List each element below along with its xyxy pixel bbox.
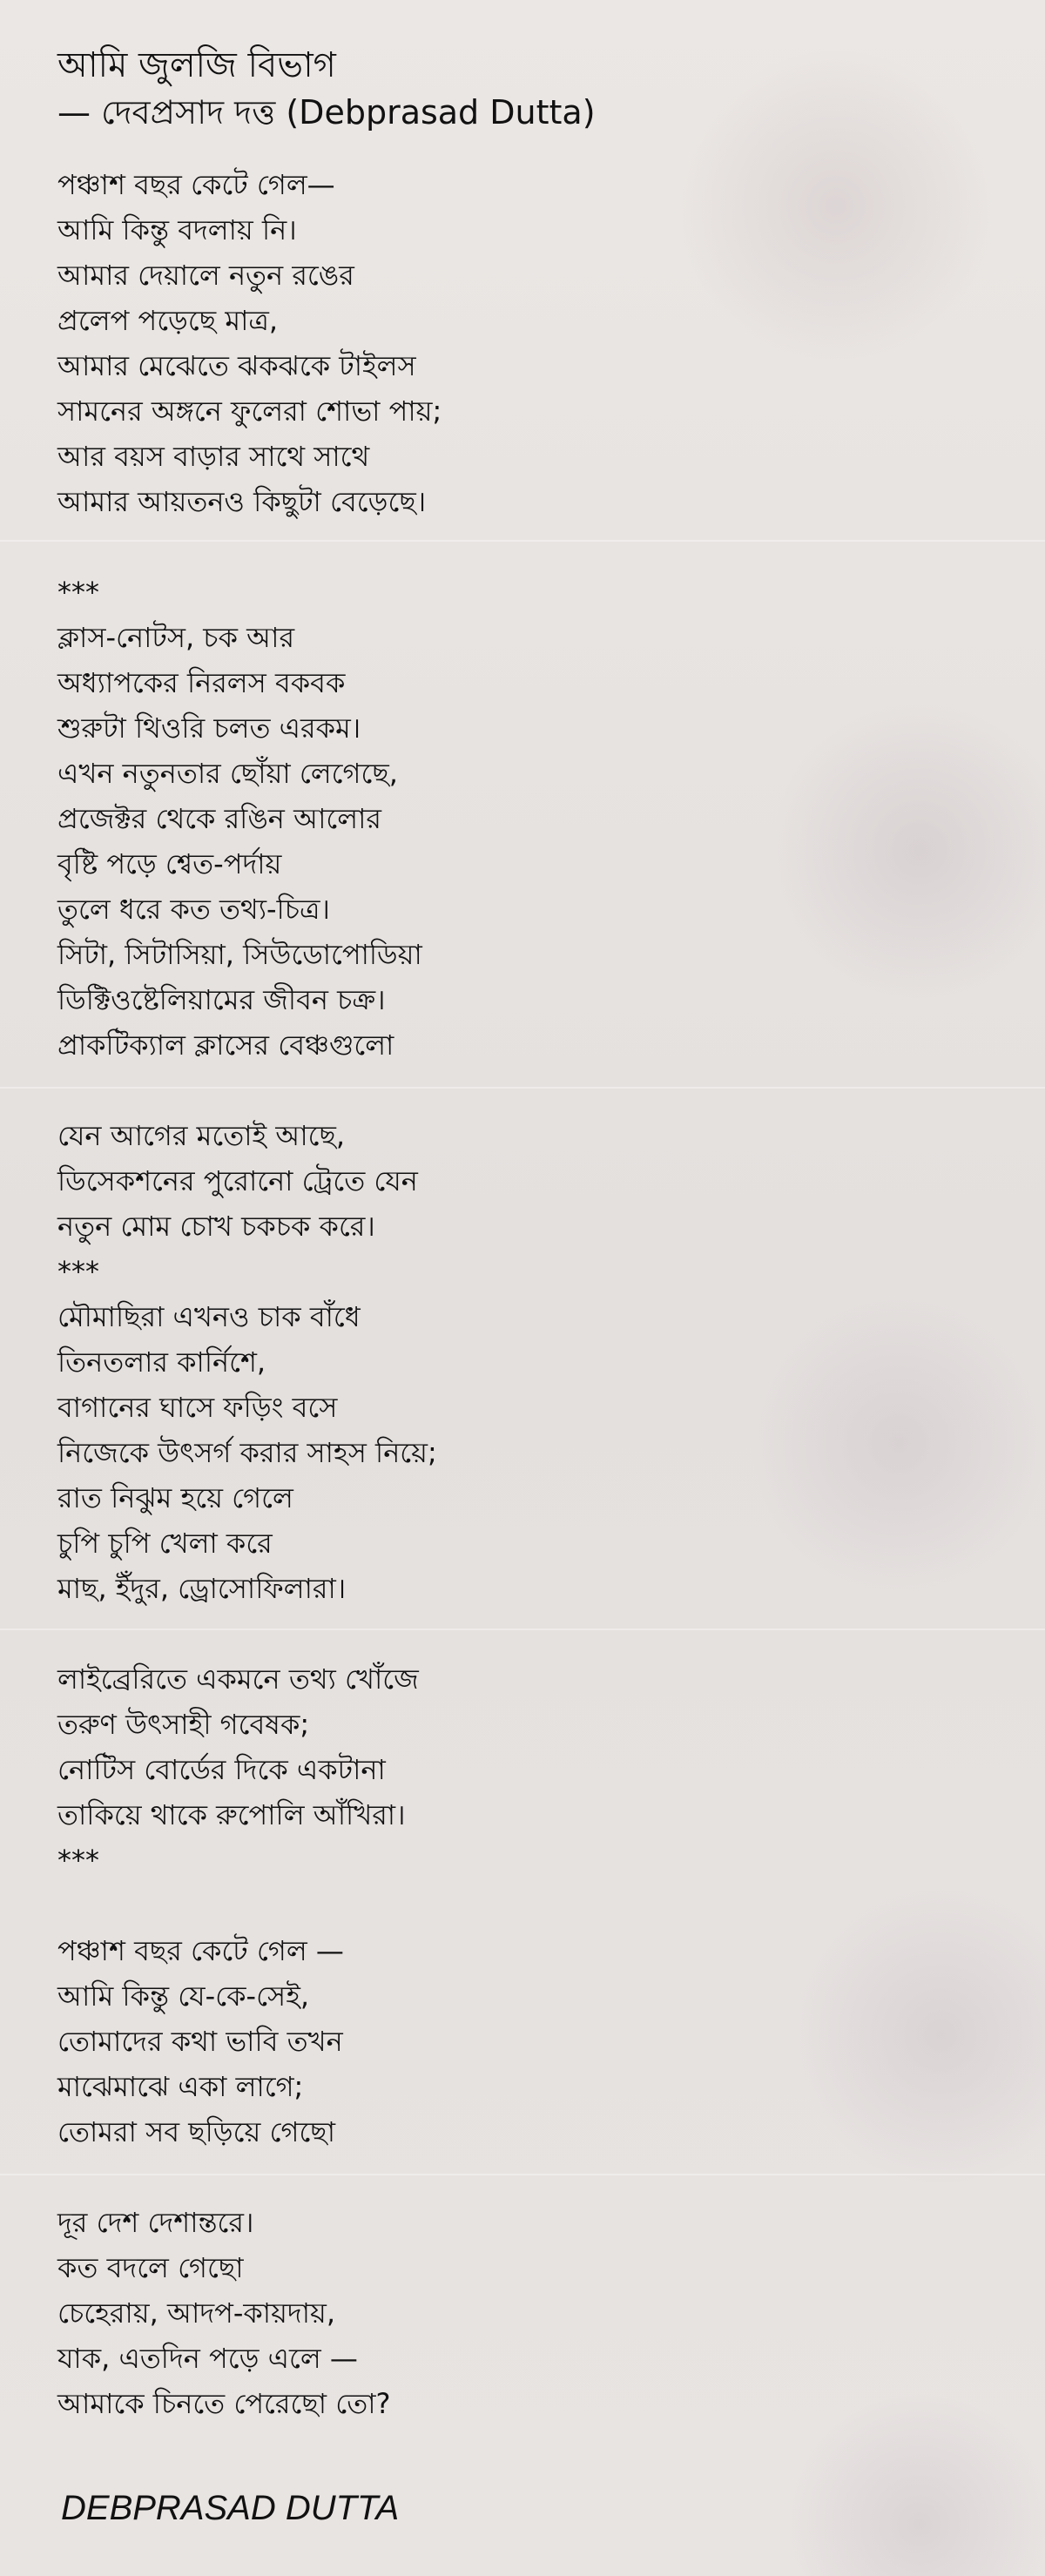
poem-line: সামনের অঙ্গনে ফুলেরা শোভা পায়; xyxy=(57,394,442,428)
poem-line: বৃষ্টি পড়ে শ্বেত-পর্দায় xyxy=(57,847,282,880)
stanza-break xyxy=(57,1068,998,1113)
poem-line: আমার দেয়ালে নতুন রঙের xyxy=(57,259,354,292)
poem-line: যেন আগের মতোই আছে, xyxy=(57,1119,346,1152)
poem-line: তরুণ উৎসাহী গবেষক; xyxy=(57,1708,310,1741)
poem-line: আমি কিন্তু বদলায় নি। xyxy=(57,213,297,246)
poem-line: বাগানের ঘাসে ফড়িং বসে xyxy=(57,1391,338,1424)
poem-line: মাঝেমাঝে একা লাগে; xyxy=(57,2070,304,2103)
poem-title: আমি জুলজি বিভাগ xyxy=(57,45,336,85)
poem-line: রাত নিঝুম হয়ে গেলে xyxy=(57,1481,293,1514)
poem-line: আমি কিন্তু যে-কে-সেই, xyxy=(57,1979,310,2013)
poem-line: দূর দেশ দেশান্তরে। xyxy=(57,2206,254,2239)
poem-line: *** xyxy=(57,1844,99,1877)
poem-line: কত বদলে গেছো xyxy=(57,2251,244,2284)
poem-line: চুপি চুপি খেলা করে xyxy=(57,1527,273,1560)
poem-line: শুরুটা থিওরি চলত এরকম। xyxy=(57,711,361,745)
poem-body xyxy=(57,162,998,2426)
poem-line: আমার আয়তনও কিছুটা বেড়েছে। xyxy=(57,485,427,518)
stanza-break xyxy=(57,1883,998,1928)
poem-line: লাইব্রেরিতে একমনে তথ্য খোঁজে xyxy=(57,1662,419,1696)
stanza-break xyxy=(57,1611,998,1656)
stanza-break xyxy=(57,524,998,570)
poem-author-byline: — দেবপ্রসাদ দত্ত (Debprasad Dutta) xyxy=(57,93,596,131)
stanza-break xyxy=(57,2155,998,2200)
poem-line: আর বয়স বাড়ার সাথে সাথে xyxy=(57,440,370,473)
poem-line: প্রলেপ পড়েছে মাত্র, xyxy=(57,304,279,337)
poem-line: আমাকে চিনতে পেরেছো তো? xyxy=(57,2387,391,2420)
poem-line: প্রজেক্টর থেকে রঙিন আলোর xyxy=(57,802,381,835)
poem-line: তোমাদের কথা ভাবি তখন xyxy=(57,2025,343,2058)
poem-line: তুলে ধরে কত তথ্য-চিত্র। xyxy=(57,893,330,926)
poem-page xyxy=(57,42,998,2426)
poem-line: ক্লাস-নোটস, চক আর xyxy=(57,621,295,654)
poem-line: তাকিয়ে থাকে রুপোলি আঁখিরা। xyxy=(57,1798,406,1831)
poem-line: *** xyxy=(57,576,99,609)
poem-line: নোটিস বোর্ডের দিকে একটানা xyxy=(57,1753,386,1786)
poem-line: পঞ্চাশ বছর কেটে গেল— xyxy=(57,168,335,201)
poem-line: যাক, এতদিন পড়ে এলে — xyxy=(57,2342,358,2375)
poem-line: চেহেরায়, আদপ-কায়দায়, xyxy=(57,2296,336,2330)
poem-line: তোমরা সব ছড়িয়ে গেছো xyxy=(57,2115,335,2148)
poem-line: ডিক্টিওষ্টেলিয়ামের জীবন চক্র। xyxy=(57,983,386,1016)
poem-line: তিনতলার কার্নিশে, xyxy=(57,1345,266,1379)
poem-line: *** xyxy=(57,1255,99,1288)
poem-line: নিজেকে উৎসর্গ করার সাহস নিয়ে; xyxy=(57,1436,437,1469)
poem-line: সিটা, সিটাসিয়া, সিউডোপোডিয়া xyxy=(57,938,422,971)
poem-line: অধ্যাপকের নিরলস বকবক xyxy=(57,666,346,699)
poem-line: আমার মেঝেতে ঝকঝকে টাইলস xyxy=(57,349,416,382)
poem-line: এখন নতুনতার ছোঁয়া লেগেছে, xyxy=(57,757,398,790)
poem-line: মৌমাছিরা এখনও চাক বাঁধে xyxy=(57,1300,361,1333)
poem-line: প্রাকটিক্যাল ক্লাসের বেঞ্চগুলো xyxy=(57,1028,394,1062)
poem-line: নতুন মোম চোখ চকচক করে। xyxy=(57,1210,375,1243)
poem-line: ডিসেকশনের পুরোনো ট্রেতে যেন xyxy=(57,1164,418,1197)
author-signature: DEBPRASAD DUTTA xyxy=(61,2489,400,2527)
poem-line: পঞ্চাশ বছর কেটে গেল — xyxy=(57,1934,344,1967)
poem-line: মাছ, ইঁদুর, ড্রোসোফিলারা। xyxy=(57,1572,347,1605)
